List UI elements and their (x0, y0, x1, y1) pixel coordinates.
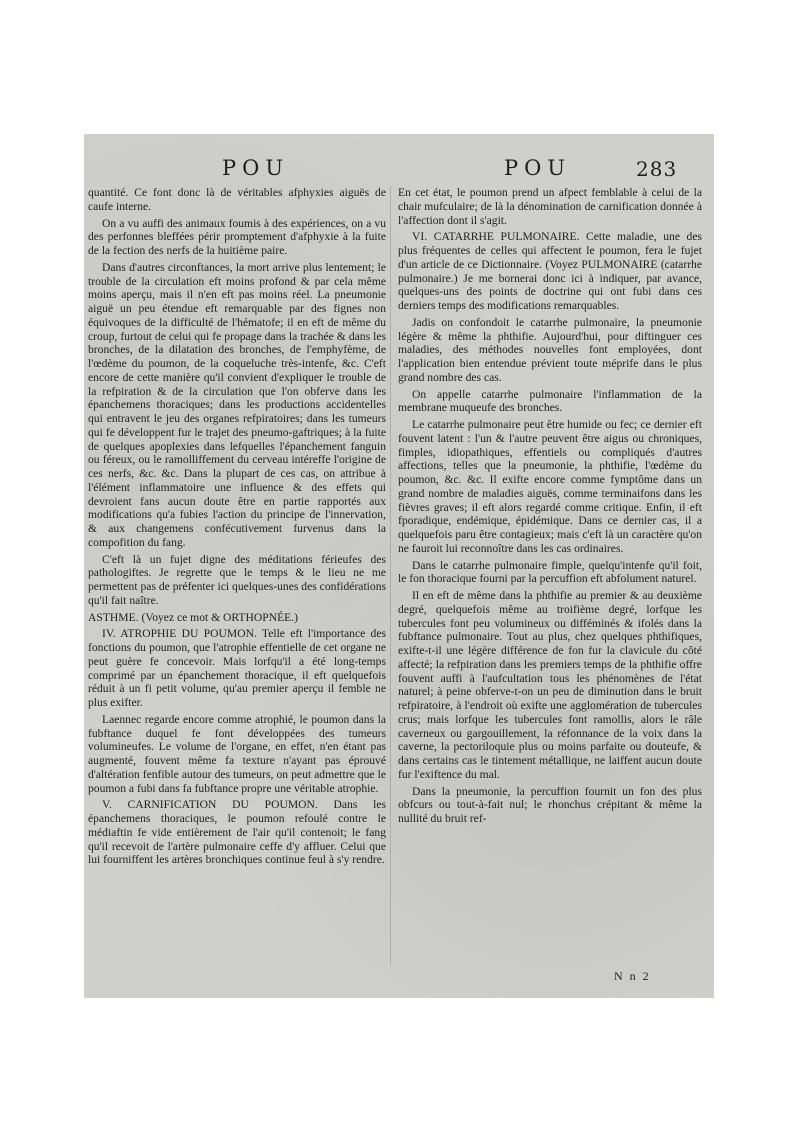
paragraph: On appelle catarrhe pulmonaire l'inflammation de la membrane muqueufe des bronches. (398, 387, 702, 415)
column-divider (390, 186, 391, 966)
paragraph: Il en eft de même dans la phthifie au premier & au deuxième degré, quelquefois même au troifième degré, lorfque les tubercules font peu volumineux ou difféminés & ifolés dans la fubftance pulmonaire. Tout au plus, chez quelques phthifiques, exifte-t-il une légère différence de fon fur la clavicule du côté affecté; la refpiration dans les premiers temps de la phthifie offre fouvent auffi à l'aufcultation tous les phénomènes de l'état naturel; à peine obferve-t-on un peu de diminution dans le bruit refpiratoire, à l'endroit où exifte une agglomération de tubercules crus; mais lorfque les tubercules font ramollis, alors le râle caverneux ou gargouillement, la réfonnance de la voix dans la caverne, la pectoriloquie plus ou moins parfaite ou douteufe, & dans certains cas le tintement métallique, ne laiffent aucun doute fur l'exiftence du mal. (398, 589, 702, 781)
cross-reference: ASTHME. (Voyez ce mot & ORTHOPNÉE.) (88, 610, 299, 624)
book-page (84, 134, 714, 998)
paragraph: On a vu auffi des animaux foumis à des expériences, on a vu des perfonnes bleffées périr promptement d'afphyxie à la fuite de la fection des nerfs de la huitième paire. (88, 216, 386, 257)
paragraph: Dans d'autres circonftances, la mort arrive plus lentement; le trouble de la circulation eft moins profond & par cela même moins aperçu, mais il n'en eft pas moins réel. La pneumonie aiguë un peu étendue eft remarquable par des fignes non équivoques de la difficulté de l'hématofe; il en eft de même du croup, furtout de celui qui fe propage dans la trachée & dans les bronches, de la dilatation des bronches, de l'emphyfème, de l'œdème du poumon, de la coqueluche très-intenfe, &c. C'eft encore de cette manière qu'il convient d'expliquer le trouble de la refpiration & de la circulation que l'on obferve dans les épanchemens thoraciques; dans les productions accidentelles qui entravent le jeu des organes refpiratoires; dans les tumeurs qui fe développent fur le trajet des pneumo-gaftriques; à la fuite de quelques apoplexies dans lefquelles l'épanchement fanguin ou féreux, ou le ramolliffement du cerveau intéreffe l'origine de ces nerfs, &c. &c. Dans la plupart de ces cas, on attribue à l'élément inflammatoire une influence & des effets qui devroient fans aucun doute être en partie rapportés aux modifications qu'a fubies l'action du principe de l'innervation, & aux changemens confécutivement furvenus dans la compofition du fang. (88, 260, 386, 549)
paragraph: IV. ATROPHIE DU POUMON. Telle eft l'importance des fonctions du poumon, que l'atrophie effentielle de cet organe ne peut guère fe concevoir. Mais lorfqu'il a été long-temps comprimé par un épanchement thoracique, il eft quelquefois réduit à un fi petit volume, qu'au premier aperçu il femble ne plus exifter. (88, 627, 386, 709)
paragraph: Laennec regarde encore comme atrophié, le poumon dans la fubftance duquel fe font développées des tumeurs volumineufes. Le volume de l'organe, en effet, n'en étant pas augmenté, fouvent même fa texture n'ayant pas éprouvé d'altération fenfible autour des tumeurs, on peut admettre que le poumon a fubi dans fa fubftance propre une véritable atrophie. (88, 712, 386, 795)
right-column (398, 186, 702, 829)
paragraph: Jadis on confondoit le catarrhe pulmonaire, la pneumonie légère & même la phthifie. Aujourd'hui, pour diftinguer ces maladies, des méthodes nouvelles font employées, dont l'application bien entendue prévient toute méprife dans le plus grand nombre des cas. (398, 315, 702, 384)
running-header (84, 156, 714, 182)
paragraph: quantité. Ce font donc là de véritables afphyxies aiguës de caufe interne. (88, 186, 386, 213)
paragraph: V. CARNIFICATION DU POUMON. Dans les épanchemens thoraciques, le poumon refoulé contre le médiaftin fe vide entièrement de l'air qu'il contenoit; le fang qu'il recevoit de l'artère pulmonaire ceffe d'y affluer. Celui que lui fourniffent les artères bronchiques continue feul à s'y rendre. (88, 798, 386, 867)
left-column (88, 186, 386, 870)
signature-mark: N n 2 (614, 969, 651, 983)
paragraph: Dans le catarrhe pulmonaire fimple, quelqu'intenfe qu'il foit, le fon thoracique fourni par la percuffion eft abfolument naturel. (398, 558, 702, 586)
header-left-title: POU (222, 156, 290, 180)
paragraph: Le catarrhe pulmonaire peut être humide ou fec; ce dernier eft fouvent latent : l'un & l'autre peuvent être aigus ou chroniques, fimples, idiopathiques, effentiels ou compliqués d'autres affections, telles que la pneumonie, la phthifie, l'œdème du poumon, &c. &c. Il exifte encore comme fymptôme dans un grand nombre de maladies aiguës, comme terminaifons dans les fièvres graves; il eft alors regardé comme critique. Enfin, il eft fporadique, endémique, épidémique. Dans ce dernier cas, il a quelquefois paru être contagieux; mais c'eft là un caractère qu'on ne fauroit lui reconnoître dans les cas ordinaires. (398, 418, 702, 555)
header-center-title: POU (504, 156, 572, 180)
paragraph: En cet état, le poumon prend un afpect femblable à celui de la chair mufculaire; de là la dénomination de carnification donnée à l'affection dont il s'agit. (398, 186, 702, 227)
paragraph: C'eft là un fujet digne des méditations férieufes des pathologiftes. Je regrette que le temps & le lieu ne me permettent pas de préfenter ici quelques-unes des confidérations qu'il fait naître. (88, 552, 386, 607)
paragraph: Dans la pneumonie, la percuffion fournit un fon des plus obfcurs ou tout-à-fait nul; le rhonchus crépitant & même la nullité du bruit ref- (398, 784, 702, 825)
paragraph: VI. CATARRHE PULMONAIRE. Cette maladie, une des plus fréquentes de celles qui affectent le poumon, fera le fujet d'un article de ce Dictionnaire. (Voyez PULMONAIRE (catarrhe pulmonaire.) Je me bornerai donc ici à indiquer, par avance, quelques-uns des points de doctrine qui ont fubi dans ces derniers temps des modifications remarquables. (398, 230, 702, 312)
page-number: 283 (636, 157, 678, 181)
